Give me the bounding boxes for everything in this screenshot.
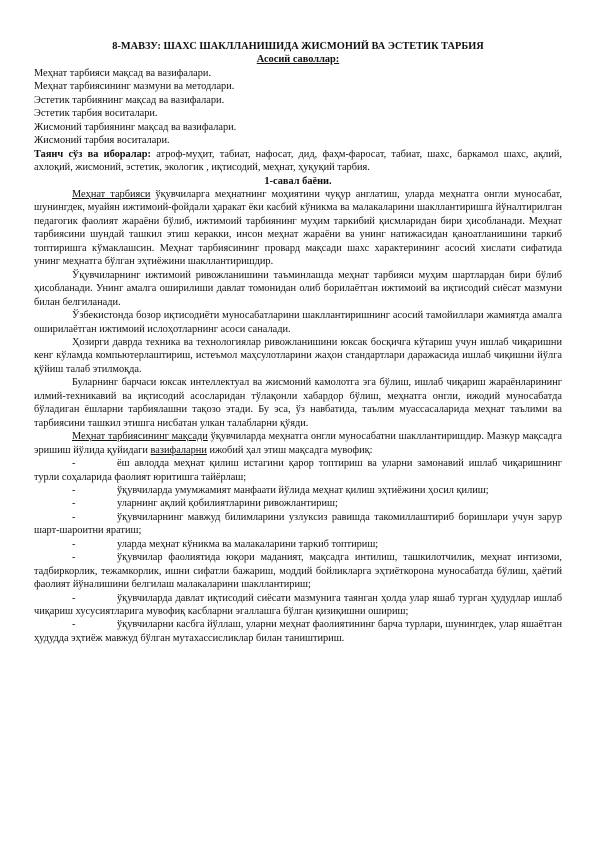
dash-marker: - [72,458,76,470]
dash-marker: - [72,538,76,550]
paragraph-6 [34,430,562,457]
list-item [34,592,562,619]
list-item [34,511,562,538]
dash-marker: - [72,498,76,510]
list-item-text: ўқувчиларни касбга йўллаш, уларни меҳнат фаолиятининг барча турлари, шунингдек, улар яшаётган ҳудудда эҳтиёж мавжуд бўлган мутахассисликлар билан таништириш. [34,619,562,644]
dash-marker: - [72,619,76,631]
tasks-list [34,457,562,645]
section-title: 1-савал баёни. [264,175,332,187]
list-item-text: ўқувчиларнинг мавжуд билимларини узлуксиз равишда такомиллаштириб боришлари учун зарур шарт-шароитни яратиш; [34,511,562,537]
question-item: Жисмоний тарбия воситалари. [34,135,170,147]
paragraph-6-text-a: ўқувчиларда меҳнатга онгли муносабатни шакллантиришдир. Мазкур мақсадга эришиш йўлида қуйидаги [34,431,563,456]
question-item: Эстетик тарбиянинг мақсад ва вазифалари. [34,94,225,106]
key-terms-text: атроф-муҳит, табиат, нафосат, дид, фаҳм-фаросат, табиат, шахс, баркамол шахс, ақлий, ахлоқий, жисмоний, эстетик, экологик , иқтисодий, меҳнат, ҳуқуқий тарбия. [34,148,562,174]
list-item [34,538,562,551]
question-item: Меҳнат тарбияси мақсад ва вазифалари. [34,67,212,79]
list-item [34,618,562,645]
paragraph-5: Буларнинг барчаси юксак интеллектуал ва жисмоний камолотга эга бўлиш, ишлаб чиқариш жараёнларининг илмий-техникавий ва иқтисодий асосларидан тўлақонли хабардор бўлиш, меҳнатга онгли, ижодий муносабатда бўладиган ёшларни тарбиялашни тақозо этади. Бу эса, ўз навбатида, таълим муассасаларида меҳнат таълими ва тарбиясини ташкил этишга нисбатан улкан талабларни қўяди. [34,377,562,429]
list-item [34,484,562,497]
term-labor-education: Меҳнат тарбияси [72,188,151,200]
question-item: Эстетик тарбия воситалари. [34,108,158,120]
list-item [34,457,562,484]
list-item-text: ёш авлодда меҳнат қилиш истагини қарор топтириш ва уларни замонавий ишлаб чиқаришнинг турли соҳаларида фаолият юритишга тайёрлаш; [34,458,562,483]
paragraph-3: Ўзбекистонда бозор иқтисодиёти муносабатларини шакллантиришнинг асосий тамойиллари жамиятда амалга оширилаётган ижтимоий ислоҳотларнинг асоси саналади. [34,310,562,335]
paragraph-6-text-b: ижобий ҳал этиш мақсадга мувофиқ: [206,444,373,456]
question-item: Меҳнат тарбиясининг мазмуни ва методлари. [34,81,235,93]
main-questions-heading: Асосий саволлар: [256,54,340,66]
document-page [34,40,562,645]
paragraph-4: Ҳозирги даврда техника ва технологиялар ривожланишини юксак босқичга кўтариш учун ишлаб чиқаришни кенг кўламда компьютерлаштириш, истеъмол маҳсулотларини жаҳон стандартлари даражасида ишлаб чиқишни йўлга қўйиш талаб этилмоқда. [34,336,562,375]
paragraph-1-text: ўқувчиларга меҳнатнинг моҳиятини чуқур англатиш, уларда меҳнатга онгли муносабат, шунингдек, муайян ижтимоий-фойдали ҳаракат ёки касбий кўникма ва малакаларини шакллантиришга йўналтирилган педагогик фаолият жараёни бўлиб, ижтимоий тарбиянинг муҳим таркибий қисмларидан бири ҳисобланади. Меҳнат тарбиясини шундай ташкил этиш керакки, инсон меҳнат жараёни ва унинг натижасидан қаноатланишини таркиб топтиришга кўмаклашсин. Меҳнат тарбиясининг провард мақсади шахс характерининг асосий хислати сифатида унинг меҳнатга бўлган эҳтиёжини шакллантиришдир. [34,188,562,268]
list-item-text: ўқувчиларда умумжамият манфаати йўлида меҳнат қилиш эҳтиёжини ҳосил қилиш; [117,484,489,496]
dash-marker: - [72,484,76,496]
dash-marker: - [72,552,76,564]
list-item-text: уларда меҳнат кўникма ва малакаларини таркиб топтириш; [117,538,379,550]
key-terms-label: Таянч сўз ва иборалар: [34,148,151,160]
key-terms-paragraph [34,148,562,175]
question-item: Жисмоний тарбиянинг мақсад ва вазифалари. [34,121,237,133]
list-item-text: уларнинг ақлий қобилиятларини ривожлантириш; [117,498,338,510]
document-title: 8-МАВЗУ: ШАХС ШАКЛЛАНИШИДА ЖИСМОНИЙ ВА ЭСТЕТИК ТАРБИЯ [112,41,484,52]
list-item-text: ўқувчиларда давлат иқтисодий сиёсати мазмунига таянган ҳолда улар яшаб турган ҳудудлар ишлаб чиқариш хусусиятларига мувофиқ касбларни эгаллашга бўлган қизиқишни ошириш; [34,592,562,618]
term-tasks: вазифаларни [150,444,207,456]
dash-marker: - [72,511,76,523]
term-goal: Меҳнат тарбиясининг мақсади [72,431,208,443]
list-item [34,551,562,591]
dash-marker: - [72,592,76,604]
list-item-text: ўқувчилар фаолиятида юқори маданият, мақсадга интилиш, ташкилотчилик, меҳнат интизоми, тадбиркорлик, тежамкорлик, ишни сифатли бажариш, моддий бойликларга эҳтиёткорона муносабатда бўлиш, ҳаётий фаолият йўналишини белгилаш малакаларини шакллантириш; [34,552,562,591]
paragraph-1 [34,188,562,269]
paragraph-2: Ўқувчиларнинг ижтимоий ривожланишини таъминлашда меҳнат тарбияси муҳим шартлардан бири бўлиб ҳисобланади. Унинг амалга оширилиши давлат томонидан олиб борилаётган ижтимоий ва иқтисодий сиёсат мазмуни билан белгиланади. [34,269,562,308]
questions-list [34,67,562,148]
list-item [34,497,562,510]
